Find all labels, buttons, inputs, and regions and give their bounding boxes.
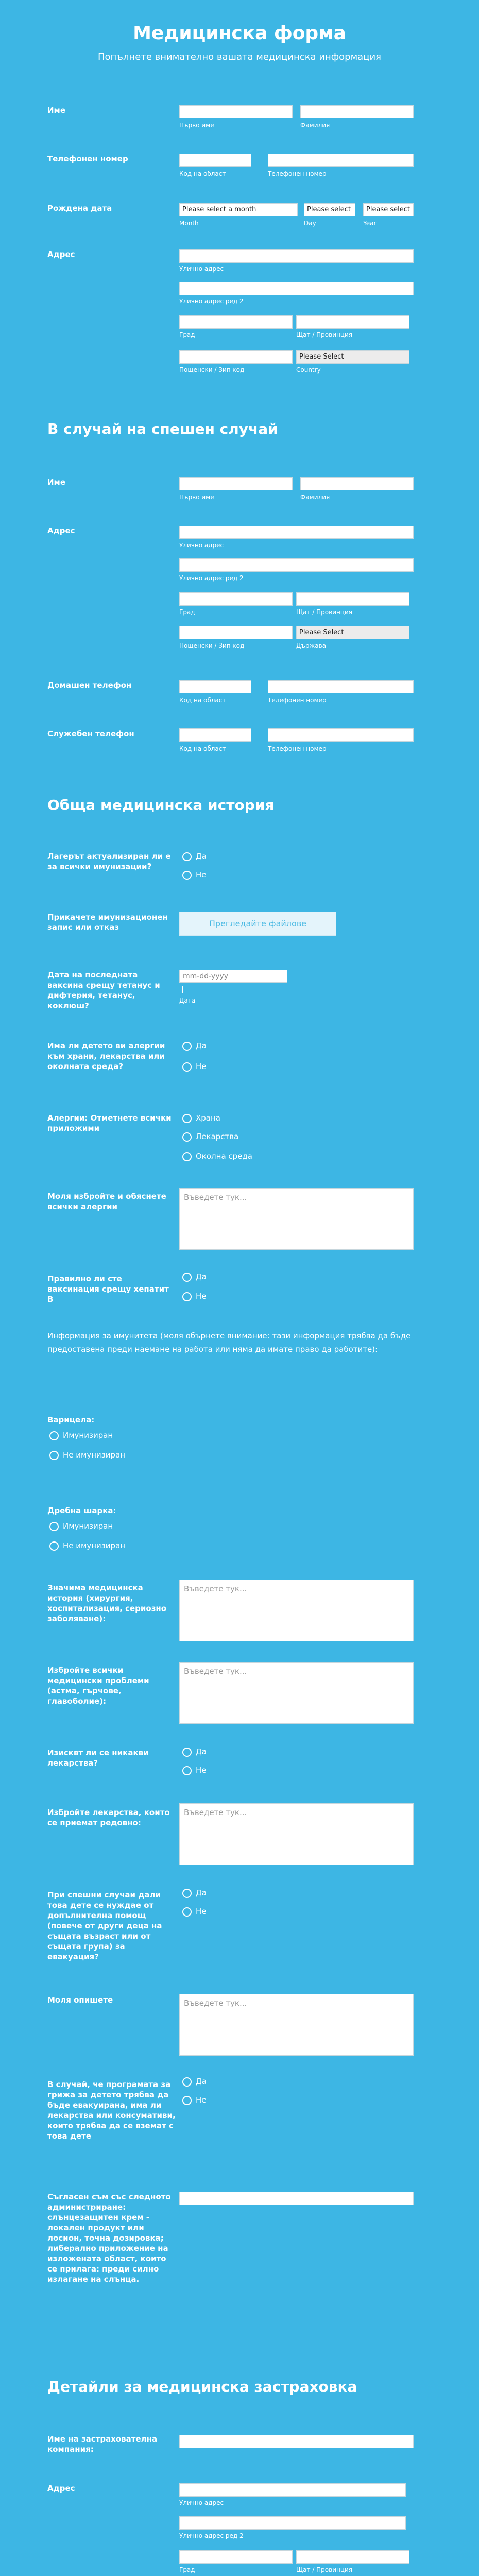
q-varicella-label: Варицела: <box>47 1415 95 1425</box>
form-header <box>0 0 479 89</box>
ins-state-input[interactable] <box>296 2550 409 2564</box>
no-label: Не <box>196 2095 207 2105</box>
q-problems-label: Избройте всички медицински проблеми (астма, гърчове, главоболие): <box>47 1666 149 1706</box>
q-tetanus-label: Дата на последната ваксина срещу тетанус и дифтерия, тетанус, коклюш? <box>47 970 160 1010</box>
birth-date-label: Рождена дата <box>47 204 112 213</box>
ins-street-2-input[interactable] <box>179 2516 406 2530</box>
env-label: Околна среда <box>196 1151 252 1161</box>
zip-input[interactable] <box>179 350 293 364</box>
ins-state-sublabel: Щат / Провинция <box>296 2566 353 2573</box>
section-insurance: Детайли за медицинска застраховка <box>47 2378 357 2395</box>
page-title: Медицинска форма <box>133 23 346 44</box>
area-code-sublabel: Код на област <box>179 170 226 177</box>
no-label: Не <box>196 870 207 879</box>
first-name-input[interactable] <box>179 105 293 118</box>
work-area-sublabel: Код на област <box>179 745 226 752</box>
phone-label: Телефонен номер <box>47 154 128 163</box>
phone-number-sublabel: Телефонен номер <box>268 170 327 177</box>
q-evac-meds-label: В случай, че програмата за грижа за детето трябва да бъде евакуирана, има ли лекарства или консумативи, които трябва да се вземат с това дете <box>47 2080 176 2141</box>
street-1-sublabel: Улично адрес <box>179 265 224 273</box>
describe-textarea[interactable]: Въведете тук... <box>179 1994 414 2056</box>
em-city-sublabel: Град <box>179 608 195 616</box>
em-address-label: Адрес <box>47 526 75 535</box>
history-textarea[interactable]: Въведете тук... <box>179 1580 414 1641</box>
phone-area-input[interactable] <box>179 154 251 167</box>
street-1-input[interactable] <box>179 249 414 263</box>
yes-label: Да <box>196 1041 207 1050</box>
em-zip-sublabel: Пощенски / Зип код <box>179 642 245 649</box>
q-meds-list-label: Избройте лекарства, които се приемат редовно: <box>47 1808 170 1827</box>
yes-label: Да <box>196 2077 207 2086</box>
not-immune-label: Не имунизиран <box>63 1450 126 1460</box>
immunity-info-text: Информация за имунитета (моля обърнете внимание: тази информация трябва да бъде предоставена преди наемане на работа или няма да имате право да работите): <box>47 1331 411 1354</box>
em-last-name-input[interactable] <box>300 477 414 490</box>
tetanus-date-input[interactable]: mm-dd-yyyy <box>179 970 287 983</box>
section-history: Обща медицинска история <box>47 796 275 814</box>
meds-label: Лекарства <box>196 1132 239 1141</box>
q-measles-label: Дребна шарка: <box>47 1506 116 1515</box>
em-zip-input[interactable] <box>179 626 293 639</box>
em-street-2-sublabel: Улично адрес ред 2 <box>179 574 244 582</box>
no-label: Не <box>196 1292 207 1301</box>
varicella-not-immune-radio[interactable] <box>49 1450 125 1460</box>
address-label: Адрес <box>47 250 75 259</box>
state-sublabel: Щат / Провинция <box>296 331 353 338</box>
em-state-input[interactable] <box>296 592 409 606</box>
year-sublabel: Year <box>363 219 377 227</box>
allergy-env-radio[interactable] <box>182 1151 252 1161</box>
birth-day-select[interactable]: Please select <box>304 203 355 216</box>
q16-no-radio[interactable] <box>182 2095 207 2105</box>
ins-company-input[interactable] <box>179 2435 414 2448</box>
q-meds-required-label: Изисквт ли се никакви лекарства? <box>47 1748 149 1768</box>
zip-sublabel: Пощенски / Зип код <box>179 366 245 374</box>
no-label: Не <box>196 1907 207 1916</box>
q4-no-radio[interactable] <box>182 1061 207 1072</box>
q1-yes-radio[interactable] <box>182 851 207 861</box>
q-sunscreen-label: Съгласен съм със следното администриране: слънцезащитен крем - локален продукт или лосион, точна дозировка; либерално приложение на изложената област, които се прилага: преди силно излагане на слънца. <box>47 2192 171 2284</box>
date-sublabel: Дата <box>179 997 196 1004</box>
q-evac-help-label: При спешни случаи дали това дете се нуждае от допълнителна помощ (повече от други деца на същата възраст или от същата група) за евакуация? <box>47 1890 162 1961</box>
q12-yes-radio[interactable] <box>182 1747 207 1757</box>
work-phone-area-input[interactable] <box>179 728 251 742</box>
q16-yes-radio[interactable] <box>182 2076 207 2087</box>
meds-list-textarea[interactable]: Въведете тук... <box>179 1803 414 1865</box>
country-sublabel: Country <box>296 366 321 374</box>
calendar-icon[interactable] <box>182 986 190 993</box>
q7-yes-radio[interactable] <box>182 1272 207 1282</box>
phone-number-input[interactable] <box>268 154 414 167</box>
birth-year-select[interactable]: Please select <box>363 203 414 216</box>
page-subtitle: Попълнете внимателно вашата медицинска информация <box>97 52 381 62</box>
em-street-1-input[interactable] <box>179 526 414 539</box>
sunscreen-input[interactable] <box>179 2192 414 2205</box>
em-street-1-sublabel: Улично адрес <box>179 541 224 549</box>
q4-yes-radio[interactable] <box>182 1041 207 1051</box>
country-select[interactable]: Please Select <box>296 350 409 364</box>
yes-label: Да <box>196 1888 207 1897</box>
city-input[interactable] <box>179 315 293 329</box>
em-state-sublabel: Щат / Провинция <box>296 608 353 616</box>
last-name-input[interactable] <box>300 105 414 118</box>
browse-files-button[interactable]: Прегледайте файлове <box>179 912 336 936</box>
month-sublabel: Month <box>179 219 199 227</box>
em-country-sublabel: Държава <box>296 642 327 649</box>
q-immunizations-label: Лагерът актуализиран ли е за всички имунизации? <box>47 852 171 871</box>
immune-label: Имунизиран <box>63 1431 113 1440</box>
q14-yes-radio[interactable] <box>182 1888 207 1898</box>
no-label: Не <box>196 1766 207 1775</box>
em-first-sublabel: Първо име <box>179 494 214 501</box>
allergy-food-radio[interactable] <box>182 1113 220 1123</box>
work-phone-label: Служебен телефон <box>47 729 134 738</box>
q1-no-radio[interactable] <box>182 870 207 880</box>
yes-label: Да <box>196 852 207 861</box>
ins-address-label: Адрес <box>47 2484 75 2493</box>
em-last-sublabel: Фамилия <box>300 494 330 501</box>
work-number-sublabel: Телефонен номер <box>268 745 327 752</box>
street-2-sublabel: Улично адрес ред 2 <box>179 298 244 305</box>
problems-textarea[interactable]: Въведете тук... <box>179 1662 414 1724</box>
q-hepb-label: Правилно ли сте ваксинация срещу хепатит B <box>47 1274 169 1304</box>
home-phone-area-input[interactable] <box>179 680 251 693</box>
name-label: Име <box>47 106 65 115</box>
em-street-2-input[interactable] <box>179 558 414 572</box>
q14-no-radio[interactable] <box>182 1906 207 1917</box>
q12-no-radio[interactable] <box>182 1765 207 1775</box>
ins-city-input[interactable] <box>179 2550 293 2564</box>
home-phone-number-input[interactable] <box>268 680 414 693</box>
last-name-sublabel: Фамилия <box>300 122 330 129</box>
q-allergy-types-label: Алергии: Отметнете всички приложими <box>47 1113 172 1133</box>
q-attach-label: Прикачете имунизационен запис или отказ <box>47 912 168 932</box>
home-number-sublabel: Телефонен номер <box>268 697 327 704</box>
ins-city-sublabel: Град <box>179 2566 195 2573</box>
measles-immune-radio[interactable] <box>49 1521 113 1531</box>
varicella-immune-radio[interactable] <box>49 1430 113 1440</box>
q7-no-radio[interactable] <box>182 1291 207 1301</box>
ins-street-1-input[interactable] <box>179 2483 406 2497</box>
em-name-label: Име <box>47 478 65 487</box>
state-input[interactable] <box>296 315 409 329</box>
q-history-label: Значима медицинска история (хирургия, хоспитализация, сериозно заболяване): <box>47 1583 167 1623</box>
yes-label: Да <box>196 1272 207 1281</box>
first-name-sublabel: Първо име <box>179 122 214 129</box>
yes-label: Да <box>196 1747 207 1756</box>
ins-company-label: Име на застрахователна компания: <box>47 2434 158 2454</box>
birth-month-select[interactable]: Please select a month <box>179 203 298 216</box>
ins-street-1-sublabel: Улично адрес <box>179 2499 224 2506</box>
section-emergency: В случай на спешен случай <box>47 420 278 437</box>
em-first-name-input[interactable] <box>179 477 293 490</box>
day-sublabel: Day <box>304 219 316 227</box>
em-country-select[interactable]: Please Select <box>296 626 409 639</box>
q-allergy-explain-label: Моля избройте и обяснете всички алергии <box>47 1192 166 1211</box>
food-label: Храна <box>196 1113 220 1123</box>
immune-label: Имунизиран <box>63 1521 113 1531</box>
allergy-explain-textarea[interactable]: Въведете тук... <box>179 1188 414 1250</box>
ins-street-2-sublabel: Улично адрес ред 2 <box>179 2532 244 2539</box>
street-2-input[interactable] <box>179 282 414 295</box>
work-phone-number-input[interactable] <box>268 728 414 742</box>
q-allergies-label: Има ли детето ви алергии към храни, лекарства или околната среда? <box>47 1041 165 1071</box>
q-describe-label: Моля опишете <box>47 1995 113 2005</box>
em-city-input[interactable] <box>179 592 293 606</box>
no-label: Не <box>196 1062 207 1071</box>
allergy-meds-radio[interactable] <box>182 1131 238 1142</box>
measles-not-immune-radio[interactable] <box>49 1540 125 1551</box>
home-phone-label: Домашен телефон <box>47 681 132 690</box>
city-sublabel: Град <box>179 331 195 338</box>
not-immune-label: Не имунизиран <box>63 1541 126 1550</box>
home-area-sublabel: Код на област <box>179 697 226 704</box>
